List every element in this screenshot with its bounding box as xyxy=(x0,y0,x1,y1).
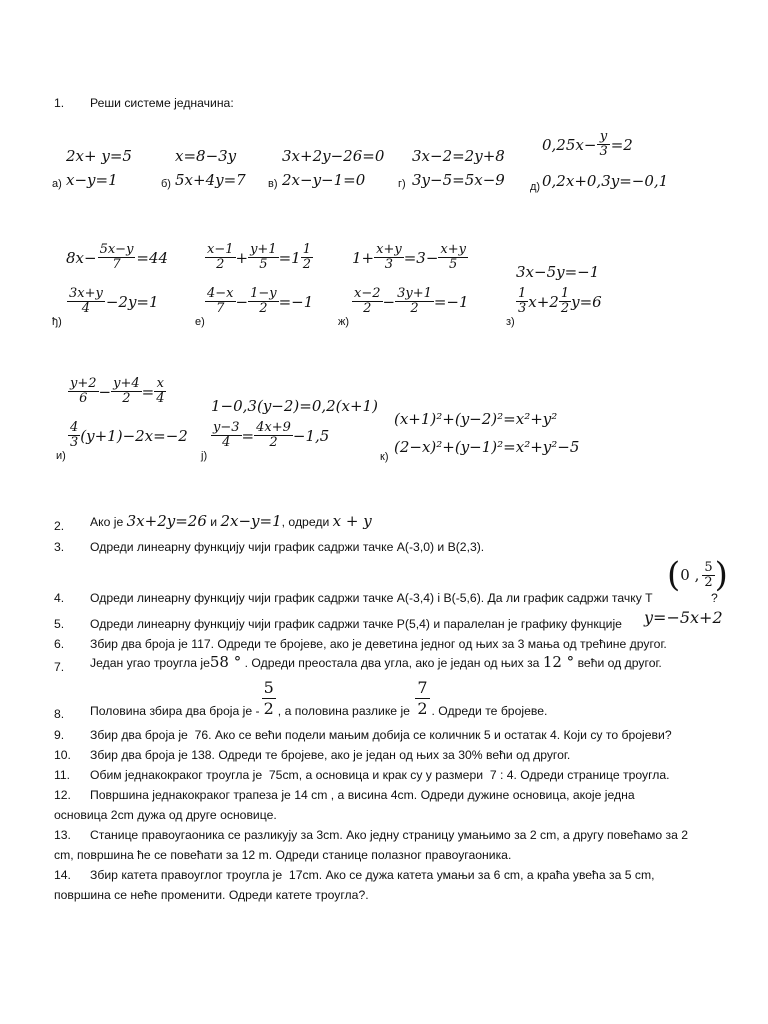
frac-den: 2 xyxy=(363,301,372,316)
system-i-eq1 xyxy=(68,377,166,406)
frac-den: 4 xyxy=(222,435,231,450)
task-12-number: 12. xyxy=(54,788,71,802)
task-2-math-1: 3x+2y=26 xyxy=(126,512,207,530)
system-b-label: б) xyxy=(161,178,171,190)
system-a-label: а) xyxy=(52,178,62,190)
system-dj-eq1-b: =44 xyxy=(136,248,169,267)
system-i-label: и) xyxy=(56,450,66,462)
system-j-eq2 xyxy=(211,421,329,450)
equals-part: =3− xyxy=(403,248,439,267)
system-z-label: з) xyxy=(506,316,515,328)
frac-num: y+1 xyxy=(250,242,277,257)
system-d-eq1-a: 0,25x− xyxy=(542,135,597,154)
task-2-math-2: 2x−y=1 xyxy=(220,512,282,530)
task-13-number: 13. xyxy=(54,828,71,842)
system-j-eq1: 1−0,3(y−2)=0,2(x+1) xyxy=(211,397,378,415)
task-2-text xyxy=(90,512,372,530)
frac xyxy=(702,561,714,590)
system-v-label: в) xyxy=(268,178,278,190)
system-dj-frac1 xyxy=(98,243,136,272)
system-d-eq2: 0,2x+0,3y=−0,1 xyxy=(542,172,669,190)
frac xyxy=(301,243,313,272)
task-6-number: 6. xyxy=(54,637,65,651)
minus-sign: − xyxy=(235,292,249,311)
system-a-eq1: 2x+ y=5 xyxy=(66,147,132,165)
frac-den: 2 xyxy=(302,257,311,272)
frac-num: 5 xyxy=(263,678,274,697)
task-8-number: 8. xyxy=(54,707,65,721)
frac-num: 3x+y xyxy=(69,286,103,301)
task-4-text: Одреди линеарну функцију чији график садржи тачке А(-3,4) i B(-5,6). Да ли график садржи тачку T xyxy=(90,591,653,605)
equals-part: =1 xyxy=(278,248,301,267)
system-j-label: ј) xyxy=(201,450,208,462)
task-8-part-c: . Одреди те бројеве. xyxy=(431,704,548,718)
frac xyxy=(374,243,404,272)
frac-num: x−2 xyxy=(354,286,381,301)
frac xyxy=(415,678,429,719)
task-11-text: Обим једнакокраког троугла је 75cm, а основица и крак су у размери 7 : 4. Одреди странице троугла. xyxy=(90,768,670,782)
task-5-text: Одреди линеарну функцију чији график садржи тачке P(5,4) и паралелан је графику функције xyxy=(90,617,622,631)
frac-num: 5x−y xyxy=(99,242,134,257)
frac xyxy=(438,243,468,272)
frac-num: 1 xyxy=(302,242,311,257)
system-dj-eq2 xyxy=(66,287,159,316)
frac-den: 7 xyxy=(112,257,121,272)
task-5-math: y=−5x+2 xyxy=(644,608,723,627)
system-k-eq2: (2−x)²+(y−1)²=x²+y²−5 xyxy=(394,438,580,456)
lhs-prefix: 1+ xyxy=(352,248,375,267)
frac-den: 7 xyxy=(216,301,225,316)
frac xyxy=(111,377,142,406)
task-2-part-b: и xyxy=(206,515,221,529)
frac-num: y+2 xyxy=(70,376,97,391)
system-dj-frac2 xyxy=(67,287,105,316)
minus-sign: − xyxy=(98,382,112,401)
system-z-eq1: 3x−5y=−1 xyxy=(516,263,600,281)
task-14-number: 14. xyxy=(54,868,71,882)
task-7-angle-1: 58 ° xyxy=(209,653,242,671)
task-9-number: 9. xyxy=(54,728,65,742)
frac xyxy=(395,287,434,316)
equals-sign: = xyxy=(241,426,255,445)
plus-sign: + xyxy=(235,248,249,267)
frac-den: 3 xyxy=(70,435,79,450)
system-d-frac-den: 3 xyxy=(599,144,608,159)
frac-den: 4 xyxy=(156,391,165,406)
task-8-part-b: , а половина разлике је xyxy=(277,704,414,718)
task-7-part-c: већи од другог. xyxy=(574,656,662,670)
frac xyxy=(254,421,293,450)
system-d-eq1 xyxy=(542,130,633,159)
task-2-part-a: Ако је xyxy=(90,515,127,529)
mid-term: x+2 xyxy=(528,292,559,311)
frac xyxy=(559,287,571,316)
rhs: =−1 xyxy=(278,292,314,311)
task-2-number: 2. xyxy=(54,519,65,533)
task-1-title: Реши системе једначина: xyxy=(90,96,234,110)
task-9-text: Збир два броја је 76. Ако се већи подели мањим добија се количник 5 и остатак 4. Који су то бројеви? xyxy=(90,728,672,742)
task-4-point xyxy=(667,555,728,595)
system-v-eq1: 3x+2y−26=0 xyxy=(282,147,385,165)
frac-num: x+y xyxy=(376,242,402,257)
rest-term: (y+1)−2x=−2 xyxy=(80,426,188,445)
task-14-line-2: површина се неће променити. Одреди катете троугла?. xyxy=(54,888,369,902)
system-k-label: к) xyxy=(380,451,389,463)
system-k-eq1: (x+1)²+(y−2)²=x²+y² xyxy=(394,410,558,428)
frac-num: x+y xyxy=(440,242,466,257)
frac-num: 1−y xyxy=(250,286,277,301)
frac xyxy=(154,377,166,406)
frac-den: 6 xyxy=(79,391,88,406)
system-e-eq2 xyxy=(205,287,313,316)
frac-num: 7 xyxy=(417,678,428,697)
system-v-eq2: 2x−y−1=0 xyxy=(282,171,366,189)
frac xyxy=(262,678,276,719)
system-b-eq2: 5x+4y=7 xyxy=(175,171,246,189)
system-d-label: д) xyxy=(530,181,541,193)
frac xyxy=(68,377,99,406)
task-8-part-a: Половина збира два броја је - xyxy=(90,704,260,718)
frac-num: 3y+1 xyxy=(397,286,432,301)
frac xyxy=(205,287,236,316)
frac-num: 1 xyxy=(560,286,570,301)
rest-term: −1,5 xyxy=(292,426,330,445)
system-zh-eq1 xyxy=(352,243,468,272)
task-3-number: 3. xyxy=(54,540,65,554)
rhs: y=6 xyxy=(571,292,602,311)
task-12-line-1: Површина једнакокраког трапеза је 14 cm , а висина 4cm. Одреди дужине основица, акоје једна xyxy=(90,788,635,802)
system-zh-eq2 xyxy=(352,287,469,316)
task-8-text xyxy=(90,678,547,719)
right-paren: ) xyxy=(714,555,728,595)
frac-den: 3 xyxy=(518,301,527,316)
frac xyxy=(248,287,279,316)
system-d-frac-num: y xyxy=(599,129,608,144)
task-2-math-3: x + y xyxy=(332,512,372,530)
frac-num: 4 xyxy=(70,420,79,435)
frac-num: 4−x xyxy=(207,286,234,301)
system-a-eq2: x−y=1 xyxy=(66,171,118,189)
system-dj-eq2-b: −2y=1 xyxy=(105,292,159,311)
frac xyxy=(205,243,236,272)
frac xyxy=(352,287,383,316)
system-g-eq2: 3y−5=5x−9 xyxy=(412,171,505,189)
frac-num: x xyxy=(156,376,164,391)
system-g-label: г) xyxy=(398,178,406,190)
task-4-end: ? xyxy=(711,591,718,605)
task-7-part-b: . Одреди преостала два угла, ако је један од њих за xyxy=(241,656,543,670)
task-10-text: Збир два броја је 138. Одреди те бројеве, ако је један од њих за 30% већи од другог. xyxy=(90,748,571,762)
rhs: =−1 xyxy=(433,292,469,311)
system-i-eq2 xyxy=(68,421,188,450)
frac xyxy=(68,421,80,450)
point-x: 0 , xyxy=(680,566,700,584)
system-d-eq1-b: =2 xyxy=(610,135,633,154)
task-11-number: 11. xyxy=(54,768,71,782)
frac xyxy=(211,421,242,450)
equals-sign: = xyxy=(141,382,155,401)
frac-den: 2 xyxy=(560,301,570,316)
task-1-number: 1. xyxy=(54,96,65,110)
frac-den: 2 xyxy=(417,699,428,718)
frac-num: y+4 xyxy=(113,376,140,391)
task-10-number: 10. xyxy=(54,748,71,762)
system-e-label: е) xyxy=(195,316,205,328)
frac-num: 4x+9 xyxy=(256,420,291,435)
task-5-number: 5. xyxy=(54,617,65,631)
system-e-eq1 xyxy=(205,243,313,272)
frac xyxy=(248,243,279,272)
frac-num: y−3 xyxy=(213,420,240,435)
frac-den: 2 xyxy=(269,435,278,450)
task-7-number: 7. xyxy=(54,660,65,674)
minus-sign: − xyxy=(382,292,396,311)
system-g-eq1: 3x−2=2y+8 xyxy=(412,147,505,165)
system-d-frac xyxy=(597,130,609,159)
frac-den: 2 xyxy=(122,391,131,406)
frac xyxy=(516,287,528,316)
frac-den: 3 xyxy=(384,257,394,272)
frac-num: x−1 xyxy=(207,242,234,257)
system-dj-eq1 xyxy=(66,243,168,272)
task-7-angle-2: 12 ° xyxy=(542,653,575,671)
system-dj-label: ђ) xyxy=(52,316,62,328)
task-7-text xyxy=(90,653,662,671)
task-12-line-2: основица 2cm дужа од друге основице. xyxy=(54,808,277,822)
frac-den: 2 xyxy=(263,699,274,718)
frac-den: 5 xyxy=(449,257,458,272)
system-dj-eq1-a: 8x− xyxy=(66,248,97,267)
task-4-number: 4. xyxy=(54,591,65,605)
system-b-eq1: x=8−3y xyxy=(175,147,237,165)
frac-den: 4 xyxy=(81,301,91,316)
task-14-line-1: Збир катета правоуглог троугла је 17cm. Ако се дужа катета умањи за 6 cm, а краћа увећа за 5 cm, xyxy=(90,868,655,882)
task-2-part-c: , одреди xyxy=(281,515,333,529)
system-zh-label: ж) xyxy=(338,316,350,328)
task-6-text: Збир два броја је 117. Одреди те бројеве, ако је деветина једног од њих за 3 мања од трећине другог. xyxy=(90,637,667,651)
frac-den: 2 xyxy=(704,574,713,590)
task-13-line-1: Станице правоугаоника се разликују за 3cm. Ако једну страницу умањимо за 2 cm, а другу повећамо за 2 xyxy=(90,828,689,842)
frac-den: 2 xyxy=(216,257,225,272)
frac-den: 5 xyxy=(259,257,268,272)
system-z-eq2 xyxy=(516,287,602,316)
task-3-text: Одреди линеарну функцију чији график садржи тачке А(-3,0) и В(2,3). xyxy=(90,540,485,554)
task-13-line-2: cm, површина ће се повећати за 12 m. Одреди станице полазног правоугаоника. xyxy=(54,848,512,862)
task-7-part-a: Један угао троугла је xyxy=(90,656,210,670)
frac-num: 5 xyxy=(704,559,713,575)
left-paren: ( xyxy=(667,555,681,595)
frac-den: 2 xyxy=(410,301,419,316)
frac-den: 2 xyxy=(259,301,268,316)
frac-num: 1 xyxy=(518,286,527,301)
